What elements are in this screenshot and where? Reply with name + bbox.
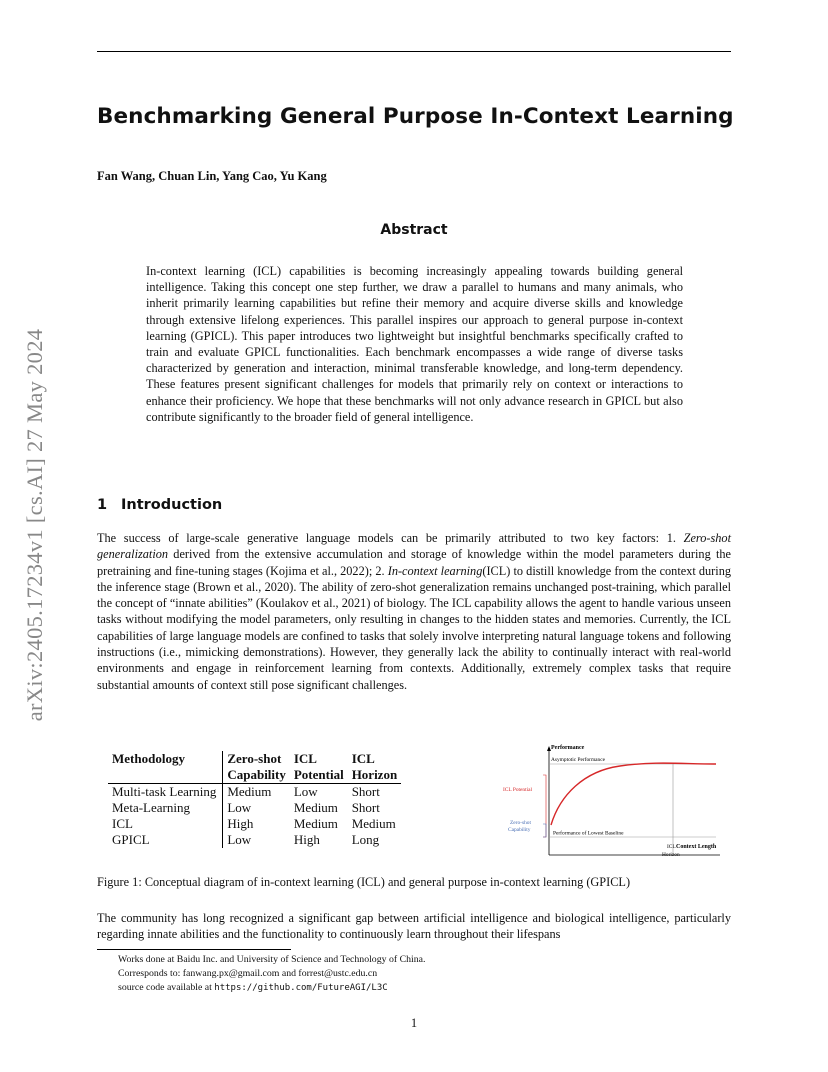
table-cell: ICL: [108, 816, 223, 832]
zero-shot-label-1: Zero-shot: [510, 820, 531, 826]
table-cell: GPICL: [108, 832, 223, 848]
emphasis-zero-shot: Zero-shot generalization: [97, 531, 731, 562]
paper-title: Benchmarking General Purpose In-Context Learning: [97, 104, 734, 129]
icl-potential-bracket: [543, 775, 546, 837]
table-row: [108, 784, 401, 801]
section-title: Introduction: [121, 497, 223, 513]
performance-curve: [551, 763, 716, 825]
footnote-source: source code available at https://github.com/FutureAGI/L3C: [118, 982, 388, 993]
zero-shot-label-2: Capability: [508, 827, 531, 833]
table-cell: Medium: [227, 784, 272, 799]
methodology-table: [108, 751, 401, 848]
table-cell: Multi-task Learning: [108, 784, 223, 801]
intro-paragraph-1: The success of large-scale generative language models can be primarily attributed to two key factors: 1. Zero-shot generalization derived from the extensive accumulation and storage of knowledge within the model parameters during the pretraining and fine-tuning stages (Kojima et al., 2022); 2. In-context learning(ICL) to distill knowledge from the context during the inference stage (Brown et al., 2020). The ability of zero-shot generalization remains unchanged post-training, which parallel the concept of “innate abilities” (Koulakov et al., 2021) of biology. The ICL capability allows the agent to handle various unseen tasks without modifying the model parameters, only resulting in changes to the hidden states and memories. Currently, the ICL capabilities of large language models are confined to tasks that solely involve interpreting natural language tokens and following instructions (i.e., mimicking demonstrations). However, they generally lack the ability to continually interact with real-world environments and engage in reinforcement learning from contexts. Additionally, extremely complex tasks that require substantial amounts of context still pose significant challenges.: [97, 531, 731, 692]
footnote-affiliation: Works done at Baidu Inc. and University of Science and Technology of China.: [118, 954, 426, 965]
table-cell: Medium: [293, 816, 338, 831]
table-cell: Low: [227, 800, 252, 815]
header-zero-shot: Zero-shot Capability: [227, 751, 286, 782]
table-cell: Short: [351, 800, 380, 815]
emphasis-icl: In-context learning: [387, 563, 483, 578]
table-cell: Long: [351, 832, 380, 847]
arxiv-sidebar: [15, 285, 55, 765]
top-rule: [97, 51, 731, 52]
table-row: [108, 832, 401, 848]
footnote-contact: Corresponds to: fanwang.px@gmail.com and forrest@ustc.edu.cn: [118, 968, 378, 979]
abstract-text: In-context learning (ICL) capabilities is becoming increasingly appealing towards building general intelligence. Taking this concept one step further, we draw a parallel to humans and many animals, who inherit primarily learning capabilities but refine their memory and acquire diverse skills and knowledge through extensive lifelong experiences. This parallel inspires our approach to general purpose in-context learning (GPICL). This paper introduces two lightweight but insightful benchmarks specifically crafted to train and evaluate GPICL functionalities. Each benchmark encompasses a wide range of diverse tasks characterized by generation and interaction, minimal transferable knowledge, and long-term dependency. These features present significant challenges for models that primarily rely on context or interactions to enhance their proficiency. We hope that these benchmarks will not only advance research in GPICL but also contribute significantly to the broader field of general intelligence.: [146, 264, 683, 424]
icl-horizon-label-1: ICL: [667, 844, 676, 850]
x-axis-label: Context Length: [676, 844, 717, 850]
page-number: 1: [410, 1016, 418, 1030]
table-cell: Low: [293, 784, 318, 799]
footnote-rule: [97, 949, 291, 950]
intro-paragraph-2: The community has long recognized a significant gap between artificial intelligence and biological intelligence, particularly regarding innate abilities and the functionality to continuously learn throughout their lifespans: [97, 911, 731, 942]
source-code-link[interactable]: https://github.com/FutureAGI/L3C: [214, 983, 388, 993]
table-row: [108, 800, 401, 816]
table-cell: Short: [351, 784, 380, 799]
author-list: Fan Wang, Chuan Lin, Yang Cao, Yu Kang: [97, 169, 327, 183]
figure-caption: Figure 1: Conceptual diagram of in-context learning (ICL) and general purpose in-context learning (GPICL): [97, 875, 631, 889]
abstract-heading: Abstract: [380, 222, 448, 238]
icl-potential-label: ICL Potential: [503, 787, 532, 793]
header-icl-horizon: ICL Horizon: [351, 751, 398, 782]
asymptote-label: Asymptotic Performance: [551, 757, 606, 763]
arxiv-identifier: arXiv:2405.17234v1 [cs.AI] 27 May 2024: [22, 328, 47, 722]
table-header-row: [108, 751, 401, 784]
table-cell: High: [293, 832, 320, 847]
header-methodology: Methodology: [108, 751, 223, 784]
baseline-label: Performance of Lowest Baseline: [553, 830, 624, 837]
section-heading: [97, 497, 222, 513]
section-number: 1: [97, 497, 108, 513]
table-cell: High: [227, 816, 254, 831]
y-axis-label: Performance: [551, 745, 585, 751]
table-cell: Medium: [351, 816, 396, 831]
table-cell: Medium: [293, 800, 338, 815]
table-cell: Low: [227, 832, 252, 847]
icl-horizon-label-2: Horizon: [662, 852, 680, 858]
header-icl-potential: ICL Potential: [293, 751, 344, 782]
table-row: [108, 816, 401, 832]
zero-shot-bracket: [543, 824, 546, 837]
footnotes: [118, 953, 425, 995]
table-cell: Meta-Learning: [108, 800, 223, 816]
concept-figure: [502, 743, 732, 863]
